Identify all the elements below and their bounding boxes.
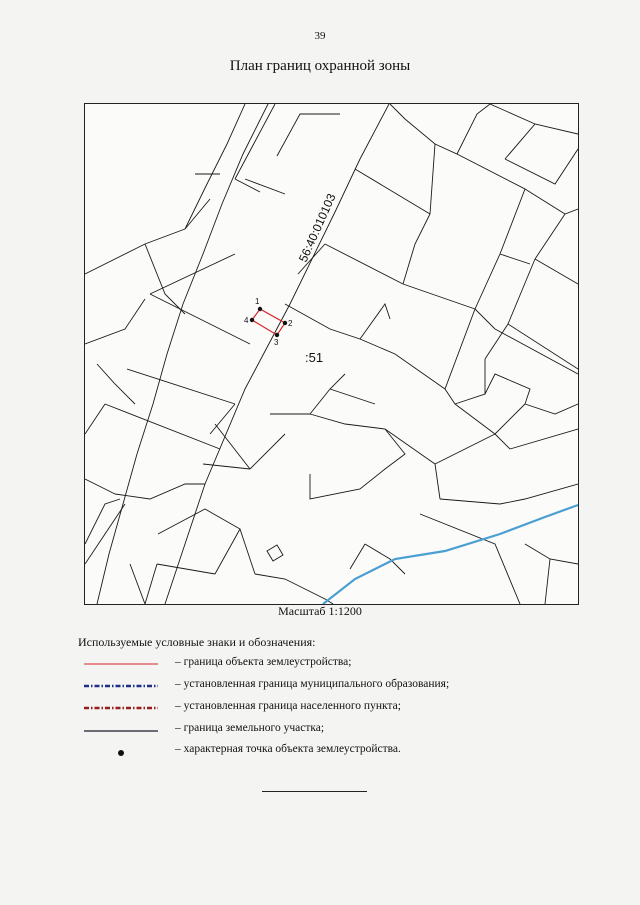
map-frame: [84, 103, 579, 605]
parcel-boundaries: [85, 104, 578, 604]
point-1-dot: [258, 307, 262, 311]
legend-text: – граница земельного участка;: [175, 722, 325, 734]
legend-text: – граница объекта землеустройства;: [175, 656, 352, 668]
legend-item-object-boundary: [78, 657, 598, 671]
water-line: [323, 505, 578, 604]
parcel-label: :51: [305, 350, 324, 365]
point-2-label: 2: [288, 319, 293, 328]
legend-item-parcel-boundary: [78, 723, 598, 737]
red-line-icon: [84, 659, 158, 669]
black-dot-icon: [84, 744, 158, 758]
black-line-icon: [84, 725, 158, 735]
page-title: План границ охранной зоны: [229, 58, 411, 74]
page-number: 39: [314, 30, 326, 42]
legend-item-municipal-boundary: [78, 679, 598, 693]
red-dash-dot-line-icon: [84, 703, 158, 713]
scale-label: Масштаб 1:1200: [278, 604, 362, 618]
legend-item-settlement-boundary: [78, 701, 598, 715]
legend-item-characteristic-point: [78, 744, 598, 758]
point-1-label: 1: [255, 297, 260, 306]
blue-dash-dot-line-icon: [84, 681, 158, 691]
point-3-label: 3: [274, 338, 279, 347]
point-4-dot: [250, 318, 254, 322]
legend-text: – установленная граница населенного пункта;: [175, 700, 401, 712]
point-4-label: 4: [244, 316, 249, 325]
legend-text: – установленная граница муниципального образования;: [175, 678, 450, 690]
point-3-dot: [275, 333, 279, 337]
legend-title: Используемые условные знаки и обозначения:: [78, 635, 316, 649]
legend-text: – характерная точка объекта землеустройства.: [175, 743, 401, 755]
bottom-divider: [262, 791, 367, 792]
point-2-dot: [283, 321, 287, 325]
cadastral-block-label: 56:40:010103: [295, 191, 339, 265]
cadastral-map: [85, 104, 578, 604]
